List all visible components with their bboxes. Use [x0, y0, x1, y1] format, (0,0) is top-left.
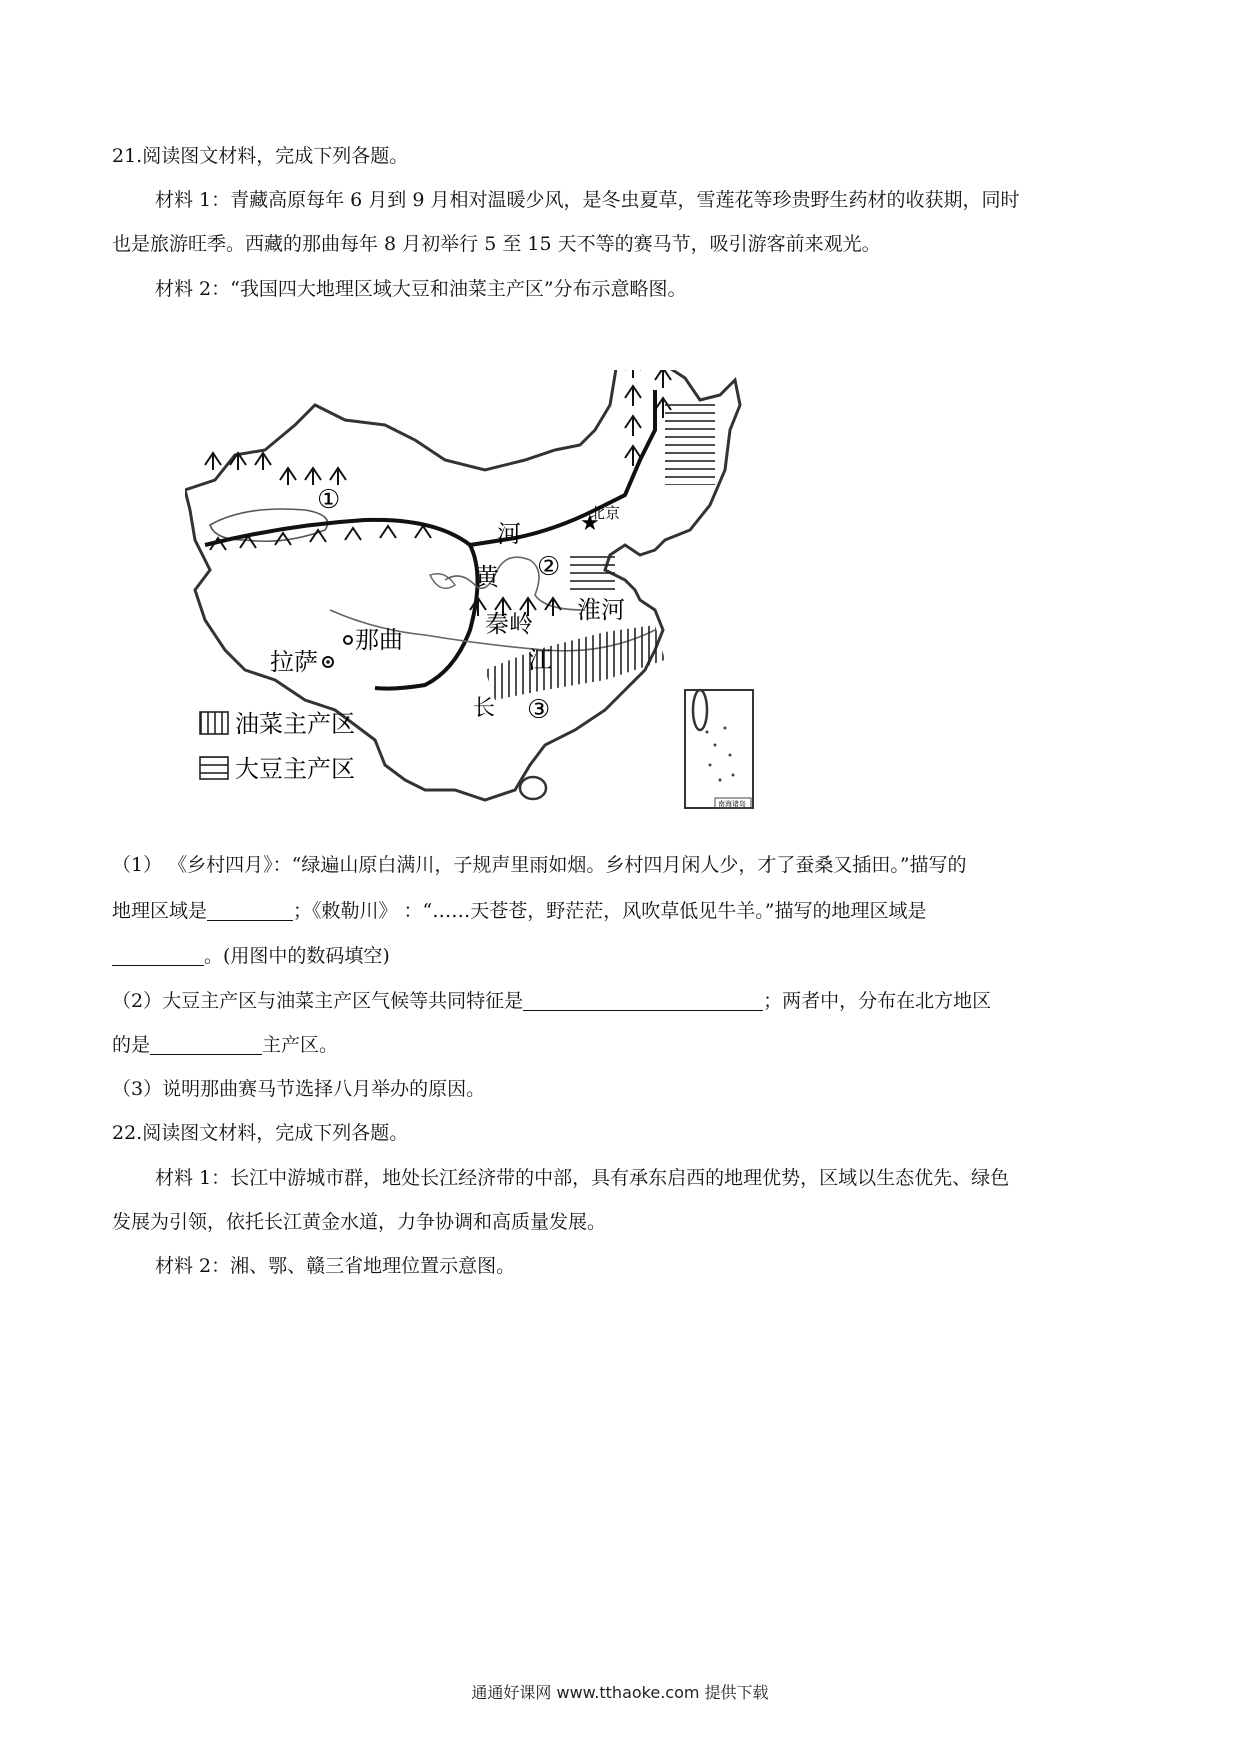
legend-rapeseed-swatch	[200, 712, 228, 734]
q22-material2: 材料 2：湘、鄂、赣三省地理位置示意图。	[155, 1255, 516, 1277]
taiwan-island	[693, 690, 707, 730]
huaihe-label: 淮河	[577, 596, 625, 624]
qinling-label: 秦岭	[485, 610, 533, 638]
yellow-river	[445, 557, 585, 610]
soybean-area-north	[570, 550, 615, 590]
region-3-label: ③	[527, 695, 551, 725]
beijing-star: ★	[580, 511, 600, 536]
legend-soybean-label: 大豆主产区	[235, 755, 355, 783]
q21-sub1-line1: （1） 《乡村四月》：“绿遍山原白满川，子规声里雨如烟。乡村四月闲人少，才了蚕桑又插田。”描写的	[112, 854, 967, 876]
naqu-marker	[344, 636, 352, 644]
huang-label: 黄	[475, 563, 499, 591]
q21-material2: 材料 2：“我国四大地理区域大豆和油菜主产区”分布示意略图。	[155, 278, 687, 300]
q21-material1-line2: 也是旅游旺季。西藏的那曲每年 8 月初举行 5 至 15 天不等的赛马节，吸引游客前来观光。	[112, 233, 881, 255]
legend-rapeseed-label: 油菜主产区	[235, 710, 355, 738]
q21-sub1-line3: 。(用图中的数码填空)	[112, 943, 390, 969]
q22-material1-line1: 材料 1：长江中游城市群，地处长江经济带的中部，具有承东启西的地理优势，区域以生态优先、绿色	[155, 1167, 1010, 1189]
naqu-label: 那曲	[355, 626, 403, 654]
q21-sub2-line1: （2）大豆主产区与油菜主产区气候等共同特征是 ；两者中，分布在北方地区	[112, 990, 992, 1012]
legend-soybean-swatch	[200, 757, 228, 779]
answer-blank-4[interactable]	[150, 1034, 262, 1055]
q21-material1-line1: 材料 1：青藏高原每年 6 月到 9 月相对温暖少风，是冬虫夏草，雪莲花等珍贵野生药材的收获期，同时	[155, 189, 1020, 211]
q22-heading: 22.阅读图文材料，完成下列各题。	[112, 1122, 409, 1144]
q21-sub3: （3）说明那曲赛马节选择八月举办的原因。	[112, 1078, 486, 1100]
region-2-label: ②	[537, 552, 561, 582]
q21-sub1-line2: 地理区域是 ；《敕勒川》 ：“……天苍苍，野茫茫，风吹草低见牛羊。”描写的地理区域是	[112, 900, 927, 922]
region-1-label: ①	[317, 485, 341, 515]
hainan-island	[520, 777, 546, 799]
qinghai-tibet-boundary	[205, 520, 478, 689]
china-map-figure	[185, 370, 945, 930]
soybean-area-northeast	[665, 400, 715, 485]
q21-heading: 21.阅读图文材料，完成下列各题。	[112, 145, 409, 167]
chang-label: 长	[473, 696, 496, 721]
q22-material1-line2: 发展为引领，依托长江黄金水道，力争协调和高质量发展。	[112, 1211, 607, 1233]
answer-blank-1[interactable]	[207, 900, 293, 921]
he-label: 河	[497, 520, 521, 548]
south-china-sea-inset	[685, 690, 753, 808]
beijing-label: 北京	[590, 504, 621, 522]
jiang-label: 江	[528, 646, 552, 674]
answer-blank-3[interactable]	[523, 990, 763, 1011]
inset-label: 南海诸岛	[718, 800, 746, 808]
page-footer: 通通好课网 www.tthaoke.com 提供下载	[471, 1683, 769, 1702]
q21-sub2-line2: 的是 主产区。	[112, 1034, 339, 1056]
answer-blank-2[interactable]	[112, 945, 204, 966]
lasa-label: 拉萨	[270, 648, 318, 676]
